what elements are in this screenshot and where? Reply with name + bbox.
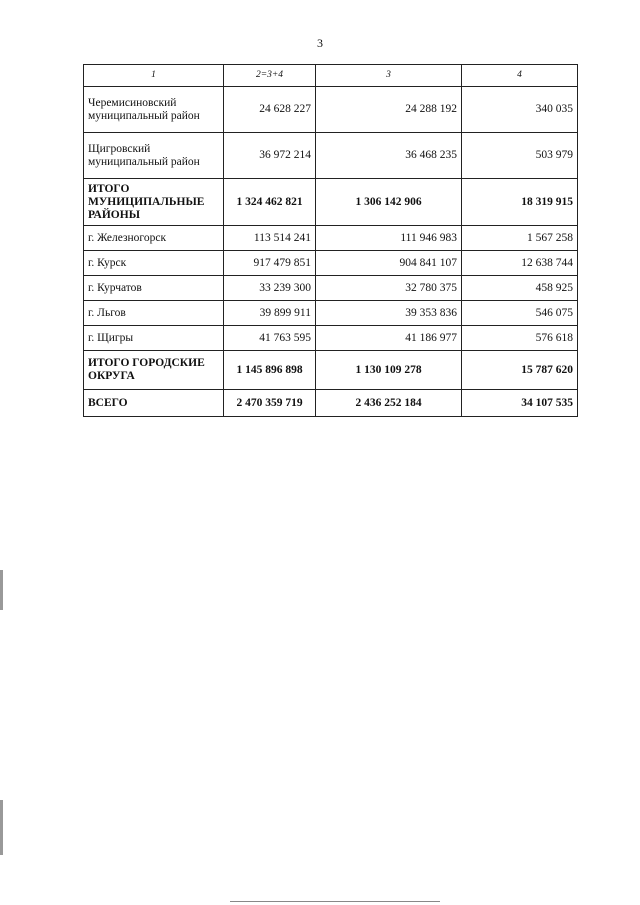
scan-edge-mark bbox=[0, 800, 3, 855]
row-col4: 12 638 744 bbox=[462, 251, 578, 276]
row-name: Черемисиновский муниципальный район bbox=[84, 87, 224, 133]
header-col-1: 1 bbox=[84, 65, 224, 87]
row-col4: 34 107 535 bbox=[462, 390, 578, 417]
row-col3: 904 841 107 bbox=[316, 251, 462, 276]
row-name: г. Щигры bbox=[84, 326, 224, 351]
grand-total-row bbox=[84, 390, 578, 417]
table-row bbox=[84, 326, 578, 351]
row-total: 24 628 227 bbox=[224, 87, 316, 133]
row-total: 41 763 595 bbox=[224, 326, 316, 351]
row-name: г. Льгов bbox=[84, 301, 224, 326]
row-name: ИТОГО МУНИЦИПАЛЬНЫЕ РАЙОНЫ bbox=[84, 179, 224, 226]
row-col4: 15 787 620 bbox=[462, 351, 578, 390]
row-col3: 111 946 983 bbox=[316, 226, 462, 251]
table-row bbox=[84, 87, 578, 133]
table-row bbox=[84, 301, 578, 326]
row-total: 1 324 462 821 bbox=[224, 179, 316, 226]
row-name: ВСЕГО bbox=[84, 390, 224, 417]
row-col3: 41 186 977 bbox=[316, 326, 462, 351]
row-col3: 32 780 375 bbox=[316, 276, 462, 301]
budget-table bbox=[83, 64, 578, 417]
row-total: 113 514 241 bbox=[224, 226, 316, 251]
row-col4: 546 075 bbox=[462, 301, 578, 326]
row-col3: 36 468 235 bbox=[316, 133, 462, 179]
header-col-3: 3 bbox=[316, 65, 462, 87]
row-name: Щигровский муниципальный район bbox=[84, 133, 224, 179]
header-col-2: 2=3+4 bbox=[224, 65, 316, 87]
table-row bbox=[84, 133, 578, 179]
row-total: 1 145 896 898 bbox=[224, 351, 316, 390]
row-name: г. Курск bbox=[84, 251, 224, 276]
table-row bbox=[84, 251, 578, 276]
row-col4: 340 035 bbox=[462, 87, 578, 133]
row-col3: 2 436 252 184 bbox=[316, 390, 462, 417]
row-name: г. Курчатов bbox=[84, 276, 224, 301]
subtotal-row-districts bbox=[84, 179, 578, 226]
row-col3: 24 288 192 bbox=[316, 87, 462, 133]
header-col-4: 4 bbox=[462, 65, 578, 87]
row-col4: 576 618 bbox=[462, 326, 578, 351]
row-col4: 458 925 bbox=[462, 276, 578, 301]
table-row bbox=[84, 276, 578, 301]
row-col4: 1 567 258 bbox=[462, 226, 578, 251]
row-name: г. Железногорск bbox=[84, 226, 224, 251]
row-col3: 1 306 142 906 bbox=[316, 179, 462, 226]
row-total: 2 470 359 719 bbox=[224, 390, 316, 417]
page-number: 3 bbox=[317, 36, 323, 50]
row-total: 33 239 300 bbox=[224, 276, 316, 301]
row-total: 36 972 214 bbox=[224, 133, 316, 179]
subtotal-row-cities bbox=[84, 351, 578, 390]
table-row bbox=[84, 226, 578, 251]
row-col3: 39 353 836 bbox=[316, 301, 462, 326]
row-col4: 18 319 915 bbox=[462, 179, 578, 226]
scan-bottom-line bbox=[230, 901, 440, 902]
row-name: ИТОГО ГОРОДСКИЕ ОКРУГА bbox=[84, 351, 224, 390]
row-total: 39 899 911 bbox=[224, 301, 316, 326]
row-total: 917 479 851 bbox=[224, 251, 316, 276]
scan-edge-mark bbox=[0, 570, 3, 610]
row-col3: 1 130 109 278 bbox=[316, 351, 462, 390]
row-col4: 503 979 bbox=[462, 133, 578, 179]
table-header-row bbox=[84, 65, 578, 87]
